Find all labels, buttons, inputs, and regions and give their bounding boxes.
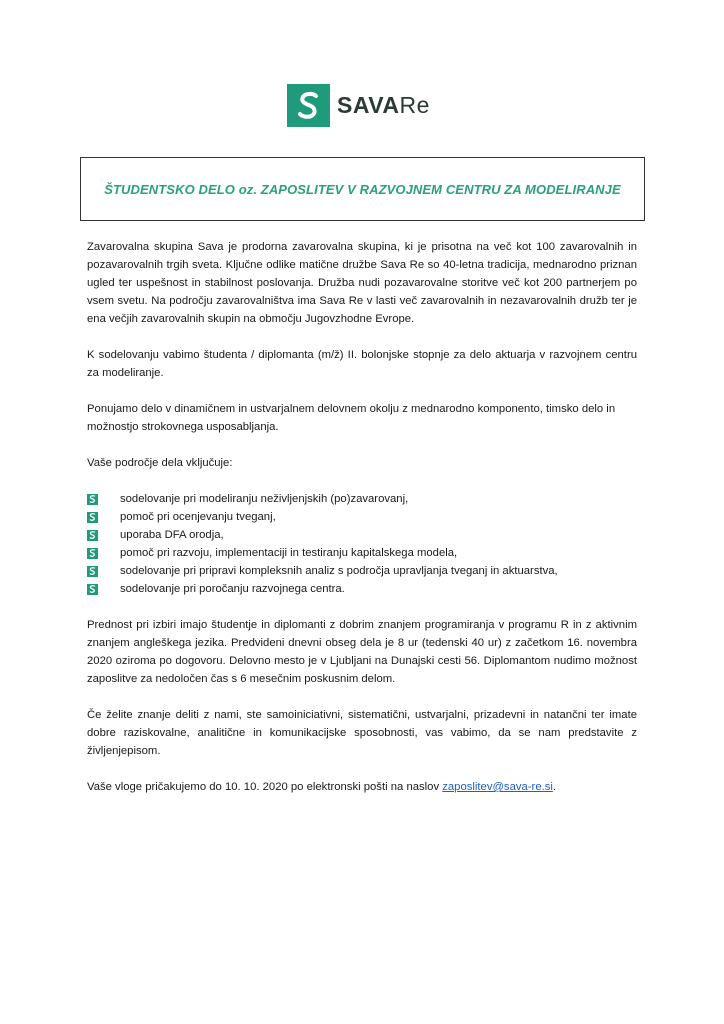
- apply-paragraph: [87, 778, 637, 796]
- page-title: ŠTUDENTSKO DELO oz. ZAPOSLITEV V RAZVOJNEM CENTRU ZA MODELIRANJE: [104, 181, 621, 197]
- logo-wordmark-bold: SAVA: [337, 92, 400, 118]
- advantage-paragraph: Prednost pri izbiri imajo študentje in diplomanti z dobrim znanjem programiranja v programu R in z aktivnim znanjem angleškega jezika. Predvideni dnevni obseg dela je 8 ur (tedenski 40 ur) z začetkom 16. novembra 2020 oziroma po dogovoru. Delovno mesto je v Ljubljani na Dunajski cesti 56. Diplomantom nudimo možnost zaposlitve za nedoločen čas s 6 mesečnim poskusnim delom.: [87, 619, 637, 685]
- duty-text: pomoč pri razvoju, implementaciji in testiranju kapitalskega modela,: [120, 547, 458, 559]
- duties-list: [87, 490, 637, 598]
- list-item: [87, 544, 637, 562]
- list-item: [87, 562, 637, 580]
- duty-text: pomoč pri ocenjevanju tveganj,: [120, 511, 276, 523]
- apply-text: Vaše vloge pričakujemo do 10. 10. 2020 po elektronski pošti na naslov: [87, 781, 443, 793]
- title-box: [80, 157, 645, 221]
- duty-text: uporaba DFA orodja,: [120, 529, 224, 541]
- document-body: [87, 238, 637, 814]
- sava-bullet-icon: [87, 494, 98, 505]
- invite-paragraph: K sodelovanju vabimo študenta / diplomanta (m/ž) II. bolonjske stopnje za delo aktuarja v razvojnem centru za modeliranje.: [87, 349, 637, 379]
- sava-bullet-icon: [87, 512, 98, 523]
- email-link[interactable]: zaposlitev@sava-re.si: [442, 781, 553, 793]
- intro-paragraph: Zavarovalna skupina Sava je prodorna zavarovalna skupina, ki je prisotna na več kot 100 zavarovalnih in pozavarovalnih trgih sveta. Ključne odlike matične družbe Sava Re so 40-letna tradicija, mednarodno priznan ugled ter uspešnost in stabilnost poslovanja. Družba nudi pozavarovalne storitve več kot 200 partnerjem po vsem svetu. Na področju zavarovalništva ima Sava Re v lasti več zavarovalnih in nezavarovalnih družb ter je ena večjih zavarovalnih skupin na območju Jugovzhodne Evrope.: [87, 241, 637, 325]
- sava-bullet-icon: [87, 566, 98, 577]
- apply-suffix: .: [552, 781, 557, 793]
- list-item: [87, 490, 637, 508]
- duty-text: sodelovanje pri pripravi kompleksnih analiz s področja upravljanja tveganj in aktuarstva,: [120, 565, 558, 577]
- duty-text: sodelovanje pri poročanju razvojnega centra.: [120, 583, 345, 595]
- sava-bullet-icon: [87, 530, 98, 541]
- list-item: [87, 526, 637, 544]
- list-item: [87, 508, 637, 526]
- logo-wordmark-light: Re: [399, 92, 430, 118]
- logo-wordmark: [337, 94, 430, 117]
- duties-heading: Vaše področje dela vključuje:: [87, 457, 233, 469]
- company-logo: [287, 84, 430, 127]
- offer-paragraph: Ponujamo delo v dinamičnem in ustvarjalnem delovnem okolju z mednarodno komponento, timsko delo in možnostjo strokovnega usposabljanja.: [87, 403, 616, 433]
- list-item: [87, 580, 637, 598]
- duty-text: sodelovanje pri modeliranju neživljenjskih (po)zavarovanj,: [120, 493, 409, 505]
- call-paragraph: Če želite znanje deliti z nami, ste samoiniciativni, sistematični, ustvarjalni, prizadevni in natančni ter imate dobre raziskovalne, analitične in komunikacijske sposobnosti, vas vabimo, da se nam predstavite z življenjepisom.: [87, 709, 637, 757]
- sava-s-logo-icon: [287, 84, 330, 127]
- sava-bullet-icon: [87, 584, 98, 595]
- sava-bullet-icon: [87, 548, 98, 559]
